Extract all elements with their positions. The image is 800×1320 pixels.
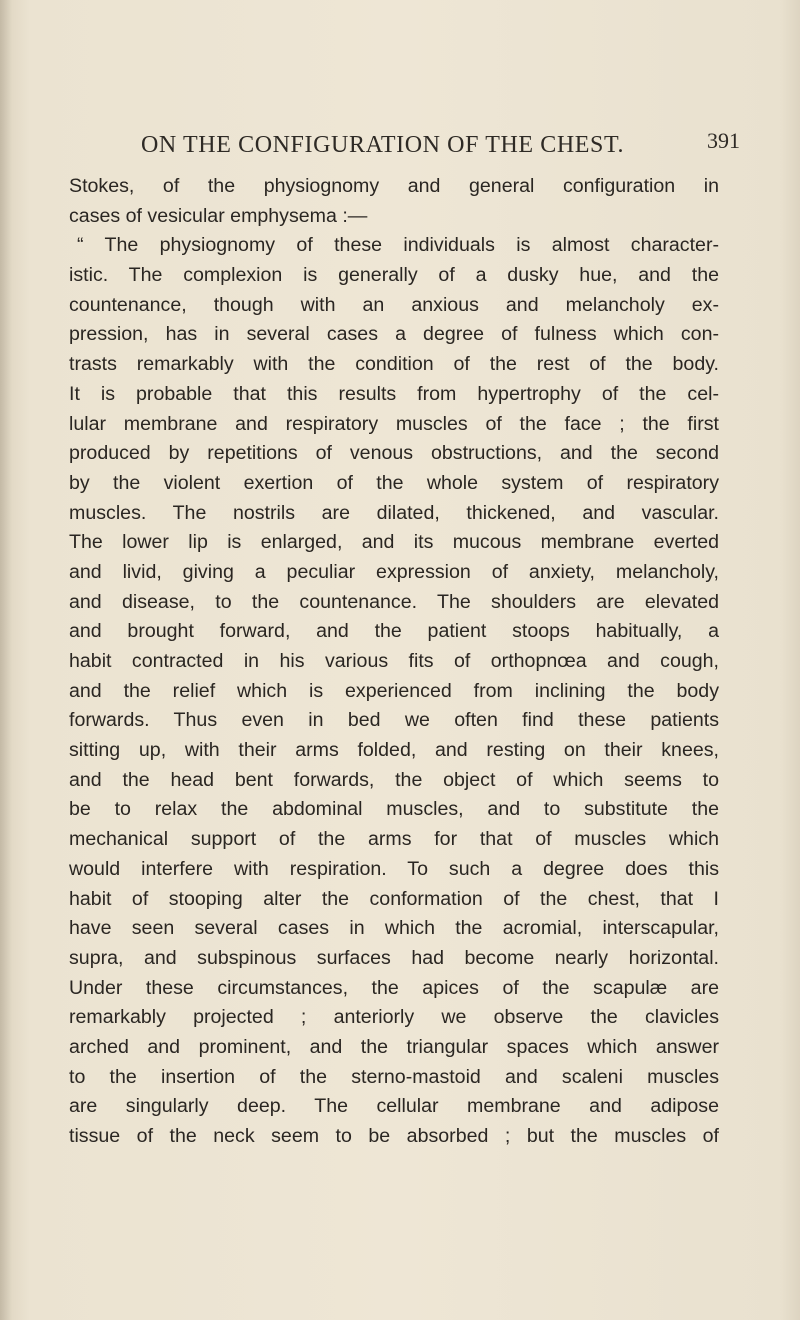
text-line: and the head bent forwards, the object of which seems to (69, 768, 719, 791)
text-line: cases of vesicular emphysema :— (69, 204, 368, 227)
text-line: habit of stooping alter the conformation of the chest, that I (69, 887, 719, 910)
text-line: lular membrane and respiratory muscles of the face ; the first (69, 412, 719, 435)
text-line: istic. The complexion is generally of a dusky hue, and the (69, 264, 719, 287)
text-line: It is probable that this results from hypertrophy of the cel- (69, 382, 719, 405)
text-line: “ The physiognomy of these individuals is almost character- (77, 234, 719, 257)
text-line: The lower lip is enlarged, and its mucous membrane everted (69, 531, 719, 554)
text-line: and livid, giving a peculiar expression of anxiety, melancholy, (69, 560, 719, 583)
text-line: are singularly deep. The cellular membrane and adipose (69, 1095, 719, 1118)
text-line: and disease, to the countenance. The shoulders are elevated (69, 590, 719, 613)
running-head (0, 128, 800, 168)
text-line: tissue of the neck seem to be absorbed ; but the muscles of (69, 1125, 719, 1147)
text-line: muscles. The nostrils are dilated, thickened, and vascular. (69, 501, 719, 524)
text-line: by the violent exertion of the whole system of respiratory (69, 471, 719, 494)
text-line: have seen several cases in which the acromial, interscapular, (69, 917, 719, 940)
page-edge-shadow (0, 0, 12, 1320)
text-line: arched and prominent, and the triangular spaces which answer (69, 1035, 719, 1058)
text-line: forwards. Thus even in bed we often find these patients (69, 709, 719, 732)
text-line: remarkably projected ; anteriorly we observe the clavicles (69, 1006, 719, 1029)
text-line: habit contracted in his various fits of orthopnœa and cough, (69, 650, 719, 672)
text-line: produced by repetitions of venous obstructions, and the second (69, 442, 719, 465)
text-line: would interfere with respiration. To such a degree does this (69, 857, 719, 880)
text-line: Under these circumstances, the apices of the scapulæ are (69, 976, 719, 999)
body-text (69, 172, 719, 1152)
running-head-title: ON THE CONFIGURATION OF THE CHEST. (141, 132, 625, 158)
text-line: Stokes, of the physiognomy and general configuration in (69, 175, 719, 197)
page-number: 391 (707, 128, 740, 153)
text-line: mechanical support of the arms for that of muscles which (69, 828, 719, 851)
text-line: sitting up, with their arms folded, and resting on their knees, (69, 739, 719, 762)
text-line: trasts remarkably with the condition of the rest of the body. (69, 353, 719, 376)
text-line: and brought forward, and the patient stoops habitually, a (69, 620, 719, 643)
text-line: supra, and subspinous surfaces had become nearly horizontal. (69, 946, 719, 969)
text-line: to the insertion of the sterno-mastoid and scaleni muscles (69, 1065, 719, 1088)
text-line: be to relax the abdominal muscles, and to substitute the (69, 798, 719, 821)
text-line: pression, has in several cases a degree of fulness which con- (69, 323, 719, 346)
text-line: countenance, though with an anxious and melancholy ex- (69, 293, 719, 316)
text-line: and the relief which is experienced from inclining the body (69, 679, 719, 702)
